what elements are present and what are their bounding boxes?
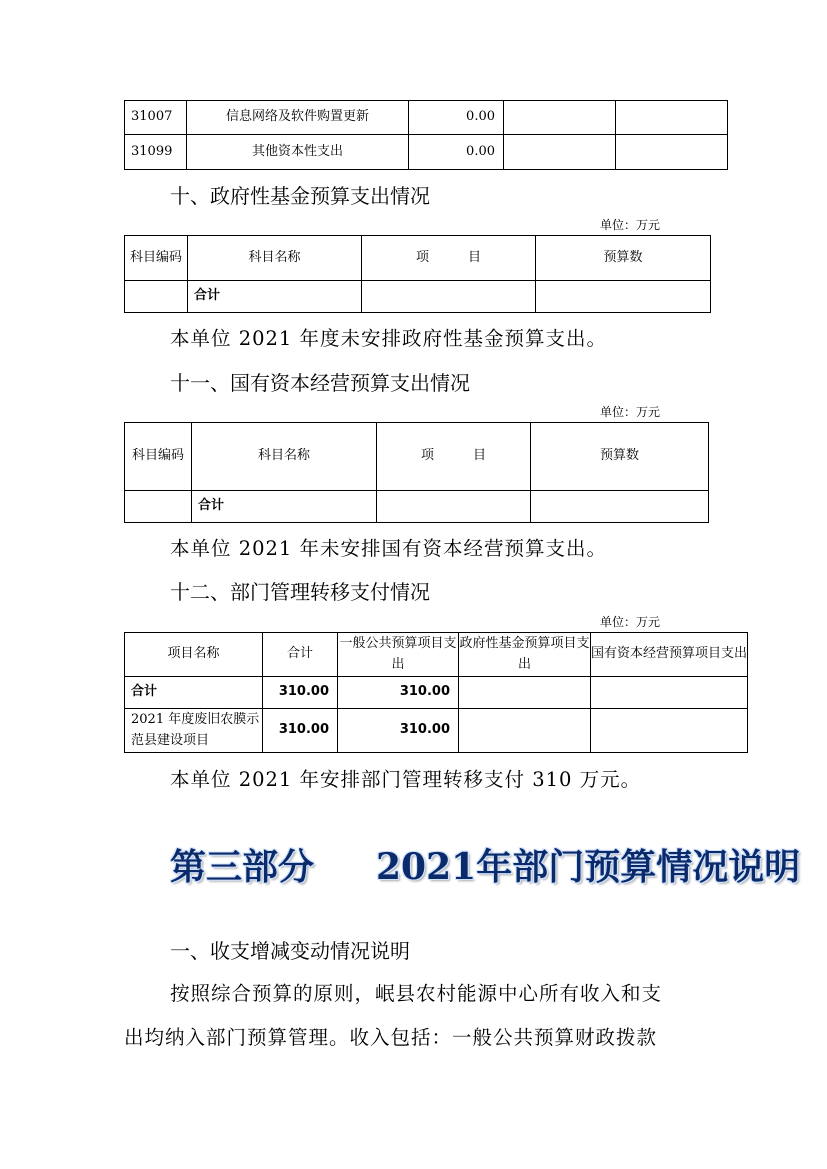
total-row	[125, 281, 711, 313]
header-general-budget: 一般公共预算项目支出	[338, 633, 459, 677]
section-1-line-2: 出均纳入部门预算管理。收入包括：一般公共预算财政拨款	[124, 1026, 658, 1049]
capital-expenditure-table	[124, 100, 728, 170]
subject-name: 信息网络及软件购置更新	[187, 101, 409, 135]
section-12-unit: 单位：万元	[600, 615, 661, 629]
section-1-line-1: 按照综合预算的原则，岷县农村能源中心所有收入和支	[170, 982, 663, 1005]
section-10-title: 十、政府性基金预算支出情况	[170, 184, 430, 208]
total-row	[125, 491, 709, 523]
subject-code: 31099	[125, 135, 187, 170]
header-row	[125, 633, 748, 677]
header-state-capital-budget: 国有资本经营预算项目支出	[591, 633, 748, 677]
part-3-title-left: 第三部分	[170, 846, 315, 888]
section-10-note: 本单位 2021 年度未安排政府性基金预算支出。	[170, 327, 608, 350]
project-name: 合计	[125, 677, 263, 709]
total-label: 合计	[188, 281, 362, 313]
section-10-unit: 单位：万元	[600, 218, 661, 232]
header-amount: 预算数	[531, 423, 709, 491]
section-1-title: 一、收支增减变动情况说明	[170, 939, 410, 963]
header-name: 科目名称	[192, 423, 377, 491]
amount: 0.00	[409, 135, 504, 170]
total-amount: 310.00	[263, 677, 338, 709]
government-fund-table	[124, 235, 711, 313]
header-total: 合计	[263, 633, 338, 677]
part-3-title-right: 2021年部门预算情况说明	[376, 846, 801, 888]
table-row	[125, 135, 728, 170]
general-amount: 310.00	[338, 677, 459, 709]
header-item: 项 目	[377, 423, 531, 491]
total-label: 合计	[192, 491, 377, 523]
section-12-title: 十二、部门管理转移支付情况	[170, 580, 430, 604]
state-capital-table	[124, 422, 709, 523]
table-row	[125, 709, 748, 753]
total-row	[125, 677, 748, 709]
header-code: 科目编码	[125, 236, 188, 281]
header-project-name: 项目名称	[125, 633, 263, 677]
general-amount: 310.00	[338, 709, 459, 753]
subject-name: 其他资本性支出	[187, 135, 409, 170]
header-row	[125, 236, 711, 281]
table-row	[125, 101, 728, 135]
section-11-note: 本单位 2021 年未安排国有资本经营预算支出。	[170, 537, 608, 560]
total-amount: 310.00	[263, 709, 338, 753]
transfer-payment-table	[124, 632, 748, 753]
header-code: 科目编码	[125, 423, 192, 491]
section-11-unit: 单位：万元	[600, 405, 661, 419]
section-12-note: 本单位 2021 年安排部门管理转移支付 310 万元。	[170, 768, 642, 791]
header-fund-budget: 政府性基金预算项目支出	[459, 633, 591, 677]
header-name: 科目名称	[188, 236, 362, 281]
project-name: 2021 年度废旧农膜示范县建设项目	[125, 709, 263, 753]
header-amount: 预算数	[536, 236, 711, 281]
header-row	[125, 423, 709, 491]
amount: 0.00	[409, 101, 504, 135]
section-11-title: 十一、国有资本经营预算支出情况	[170, 371, 470, 395]
subject-code: 31007	[125, 101, 187, 135]
header-item: 项 目	[362, 236, 536, 281]
